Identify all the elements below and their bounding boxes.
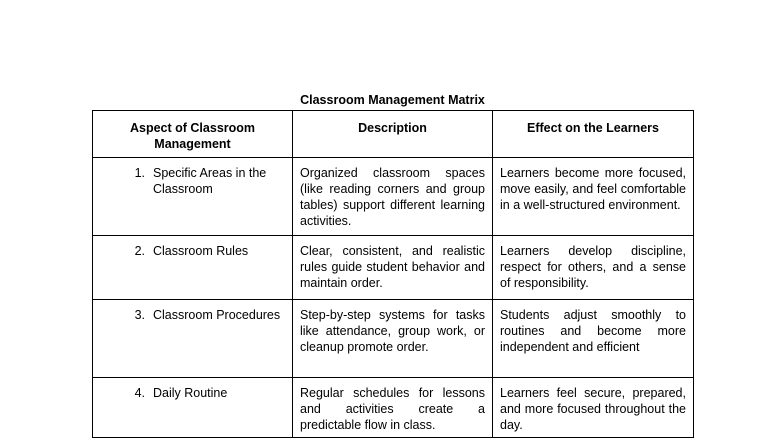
table-row xyxy=(93,300,694,378)
aspect-cell xyxy=(93,300,293,378)
effect-cell: Learners become more focused, move easily, and feel comfortable in a well-structured environment. xyxy=(493,158,694,236)
description-cell: Step-by-step systems for tasks like attendance, group work, or cleanup promote order. xyxy=(293,300,493,378)
table-row xyxy=(93,236,694,300)
row-number: 1. xyxy=(134,166,145,180)
description-cell: Clear, consistent, and realistic rules guide student behavior and maintain order. xyxy=(293,236,493,300)
table-row xyxy=(93,378,694,438)
effect-cell: Students adjust smoothly to routines and become more independent and efficient xyxy=(493,300,694,378)
aspect-text: Classroom Rules xyxy=(153,244,249,258)
table-header-row xyxy=(93,111,694,158)
row-number: 3. xyxy=(134,308,145,322)
header-aspect: Aspect of Classroom Management xyxy=(93,111,293,158)
row-number: 4. xyxy=(134,386,145,400)
document-title: Classroom Management Matrix xyxy=(300,93,485,107)
effect-cell: Learners develop discipline, respect for others, and a sense of responsibility. xyxy=(493,236,694,300)
header-effect: Effect on the Learners xyxy=(493,111,694,158)
aspect-cell xyxy=(93,236,293,300)
classroom-management-table xyxy=(92,110,694,438)
aspect-text: Classroom Procedures xyxy=(153,308,281,322)
description-cell: Organized classroom spaces (like reading corners and group tables) support different learning activities. xyxy=(293,158,493,236)
table-row xyxy=(93,158,694,236)
effect-cell: Learners feel secure, prepared, and more focused throughout the day. xyxy=(493,378,694,438)
description-cell: Regular schedules for lessons and activities create a predictable flow in class. xyxy=(293,378,493,438)
aspect-cell xyxy=(93,378,293,438)
row-number: 2. xyxy=(134,244,145,258)
aspect-cell xyxy=(93,158,293,236)
aspect-text: Daily Routine xyxy=(153,386,228,400)
aspect-text: Specific Areas in the Classroom xyxy=(153,166,267,196)
header-description: Description xyxy=(293,111,493,158)
